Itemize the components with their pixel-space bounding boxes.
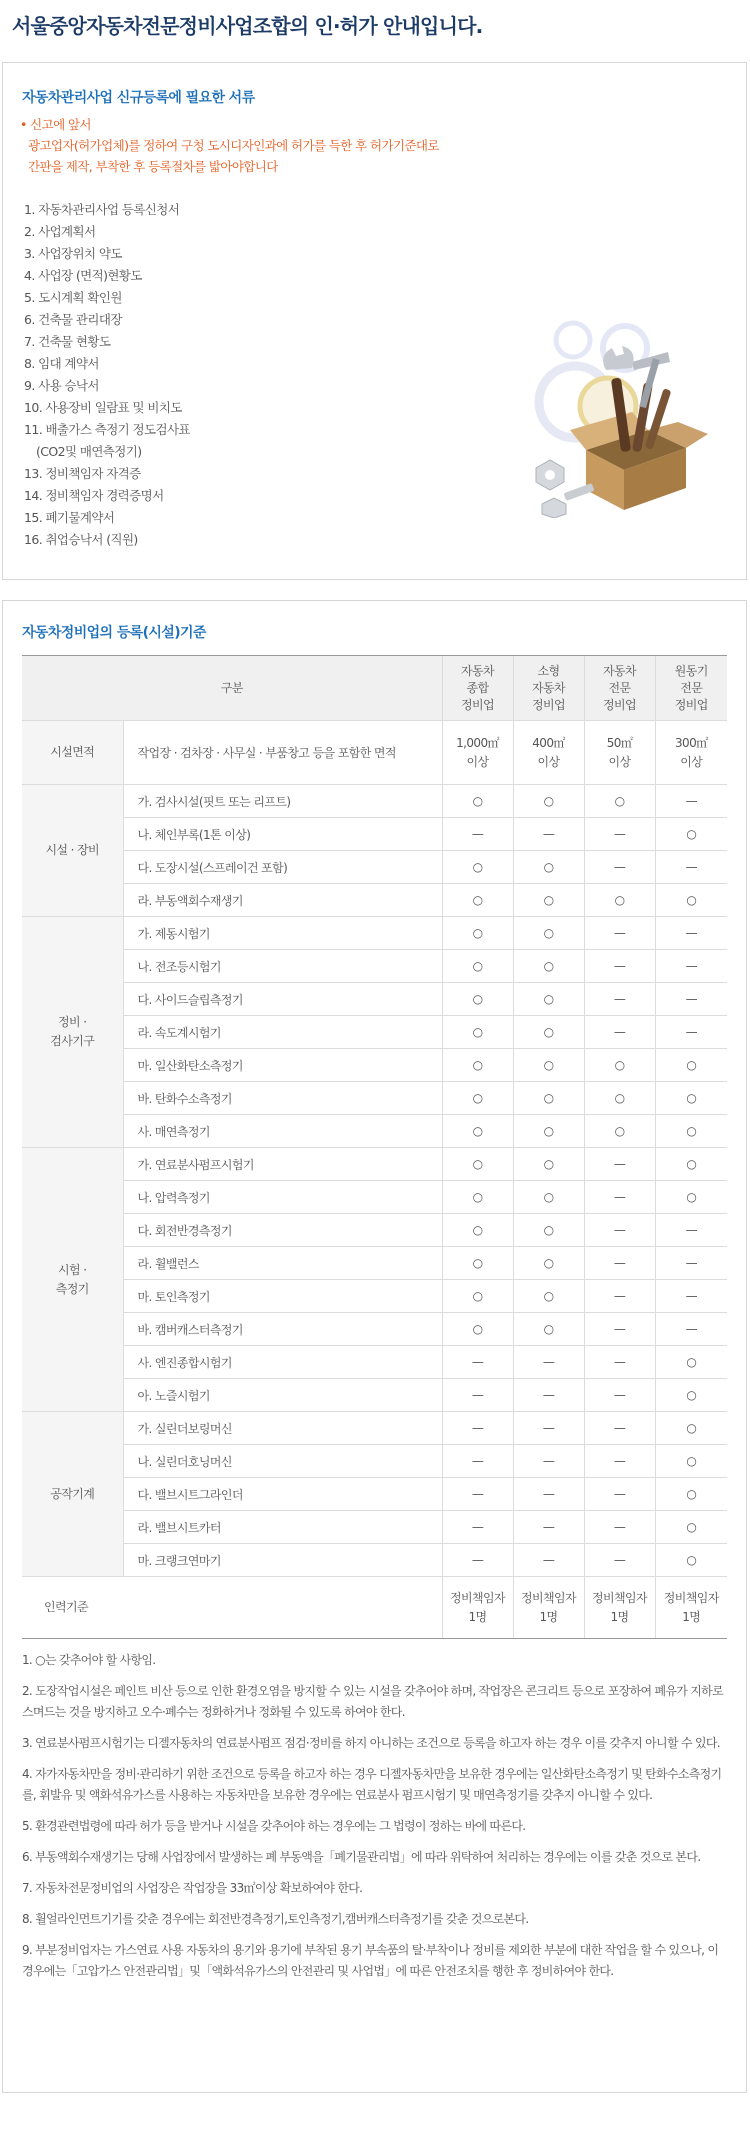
- note-item: 5. 환경관련법령에 따라 허가 등을 받거나 시설을 갖추어야 하는 경우에는 그 법령이 정하는 바에 따른다.: [22, 1819, 526, 1833]
- requirement-mark: ○: [655, 1082, 727, 1115]
- requirement-mark: —: [442, 1445, 513, 1478]
- requirement-mark: —: [442, 1478, 513, 1511]
- requirement-mark: ○: [584, 1049, 655, 1082]
- requirement-mark: ○: [655, 1148, 727, 1181]
- requirement-mark: ○: [513, 950, 584, 983]
- document-item: 6. 건축물 관리대장: [24, 312, 122, 327]
- notice-line: 간판을 제작, 부착한 후 등록절차를 밟아야합니다: [28, 159, 278, 174]
- requirement-mark: —: [584, 1148, 655, 1181]
- requirement-mark: ○: [513, 1082, 584, 1115]
- requirement-mark: ○: [442, 1049, 513, 1082]
- requirement-mark: ○: [442, 1016, 513, 1049]
- row-item: 나. 전조등시험기: [123, 950, 442, 983]
- requirement-mark: ○: [442, 917, 513, 950]
- table-row: [22, 1478, 727, 1511]
- requirement-mark: —: [584, 818, 655, 851]
- document-item: 9. 사용 승낙서: [24, 378, 99, 393]
- row-item: 나. 체인부록(1톤 이상): [123, 818, 442, 851]
- document-item: 3. 사업장위치 약도: [24, 246, 122, 261]
- requirement-mark: ○: [584, 1082, 655, 1115]
- requirement-mark: —: [655, 1280, 727, 1313]
- standards-table: [22, 655, 727, 1639]
- requirement-mark: ○: [442, 1280, 513, 1313]
- requirement-mark: —: [655, 950, 727, 983]
- requirement-mark: —: [513, 1511, 584, 1544]
- requirement-mark: —: [442, 1379, 513, 1412]
- requirement-mark: —: [442, 818, 513, 851]
- notice-line: 광고업자(허가업체)를 정하여 구청 도시디자인과에 허가를 득한 후 허가기준대로: [28, 138, 439, 153]
- row-item: 작업장 · 검차장 · 사무실 · 부품창고 등을 포함한 면적: [123, 721, 442, 785]
- requirement-mark: ○: [655, 884, 727, 917]
- requirement-mark: —: [584, 851, 655, 884]
- document-item: (CO2및 매연측정기): [36, 444, 142, 459]
- requirement-mark: —: [584, 983, 655, 1016]
- requirement-mark: —: [513, 1379, 584, 1412]
- row-item: 가. 검사시설(핏트 또는 리프트): [123, 785, 442, 818]
- notice-box: [20, 114, 439, 177]
- requirement-mark: —: [584, 1181, 655, 1214]
- requirement-mark: ○: [513, 1181, 584, 1214]
- table-row: [22, 950, 727, 983]
- row-category: 정비 · 검사기구: [22, 917, 123, 1148]
- row-item: 나. 실린더호닝머신: [123, 1445, 442, 1478]
- table-row: [22, 785, 727, 818]
- note-item: 7. 자동차전문정비업의 사업장은 작업장을 33㎡이상 확보하여야 한다.: [22, 1881, 363, 1895]
- requirement-mark: ○: [442, 1082, 513, 1115]
- toolbox-icon: [520, 318, 720, 518]
- requirement-mark: —: [655, 851, 727, 884]
- row-item: 다. 회전반경측정기: [123, 1214, 442, 1247]
- note-item: 2. 도장작업시설은 페인트 비산 등으로 인한 환경오염을 방지할 수 있는 시설을 갖추어야 하며, 작업장은 콘크리트 등으로 포장하여 폐유가 지하로 스며드는 것을 방지하고 오수·폐수는 정화하거나 정화될 수 있도록 하여야 한다.: [22, 1684, 723, 1719]
- requirement-mark: ○: [655, 1412, 727, 1445]
- requirement-mark: —: [655, 983, 727, 1016]
- requirement-mark: ○: [513, 1016, 584, 1049]
- requirement-mark: ○: [655, 1115, 727, 1148]
- note-item: 1. ○는 갖추어야 할 사항임.: [22, 1653, 156, 1667]
- requirement-mark: ○: [513, 851, 584, 884]
- document-item: 4. 사업장 (면적)현황도: [24, 268, 142, 283]
- requirement-mark: —: [655, 1016, 727, 1049]
- row-item: 라. 속도계시험기: [123, 1016, 442, 1049]
- table-row: [22, 721, 727, 785]
- requirement-mark: ○: [442, 1313, 513, 1346]
- requirement-mark: ○: [655, 1478, 727, 1511]
- row-item: 나. 압력측정기: [123, 1181, 442, 1214]
- notice-line: • 신고에 앞서: [20, 117, 91, 132]
- row-item: 바. 캠버캐스터측정기: [123, 1313, 442, 1346]
- area-value: 300㎡ 이상: [655, 721, 727, 785]
- requirement-mark: —: [442, 1544, 513, 1577]
- requirement-mark: ○: [584, 1115, 655, 1148]
- requirement-mark: —: [655, 785, 727, 818]
- row-category: 시험 · 측정기: [22, 1148, 123, 1412]
- note-item: 6. 부동액회수재생기는 당해 사업장에서 발생하는 폐 부동액을「폐기물관리법」에 따라 위탁하여 처리하는 경우에는 이를 갖춘 것으로 본다.: [22, 1850, 701, 1864]
- requirement-mark: —: [584, 1247, 655, 1280]
- requirement-mark: —: [584, 1313, 655, 1346]
- requirement-mark: ○: [442, 1148, 513, 1181]
- table-row: [22, 1511, 727, 1544]
- row-item: 사. 엔진종합시험기: [123, 1346, 442, 1379]
- row-category: 공작기계: [22, 1412, 123, 1577]
- header-column: 자동차 종합 정비업: [442, 656, 513, 721]
- requirement-mark: ○: [655, 1544, 727, 1577]
- document-item: 5. 도시계획 확인원: [24, 290, 122, 305]
- requirement-mark: ○: [513, 1049, 584, 1082]
- requirement-mark: —: [584, 1412, 655, 1445]
- requirement-mark: —: [584, 950, 655, 983]
- required-documents-title: 자동차관리사업 신규등록에 필요한 서류: [22, 90, 255, 106]
- requirement-mark: ○: [442, 884, 513, 917]
- row-item: 아. 노즐시험기: [123, 1379, 442, 1412]
- document-item: 2. 사업계획서: [24, 224, 96, 239]
- table-row: [22, 1544, 727, 1577]
- requirement-mark: ○: [442, 1247, 513, 1280]
- table-header-row: [22, 656, 727, 721]
- table-row: [22, 1148, 727, 1181]
- requirement-mark: ○: [513, 983, 584, 1016]
- row-item: 다. 도장시설(스프레이건 포함): [123, 851, 442, 884]
- requirement-mark: ○: [442, 950, 513, 983]
- document-item: 7. 건축물 현황도: [24, 334, 111, 349]
- area-value: 400㎡ 이상: [513, 721, 584, 785]
- requirement-mark: —: [584, 1544, 655, 1577]
- requirement-mark: —: [584, 1214, 655, 1247]
- registration-standards-title: 자동차정비업의 등록(시설)기준: [22, 625, 206, 641]
- requirement-mark: ○: [442, 851, 513, 884]
- staff-value: 정비책임자 1명: [513, 1577, 584, 1639]
- table-row: [22, 1445, 727, 1478]
- table-row: [22, 1115, 727, 1148]
- requirement-mark: ○: [442, 1181, 513, 1214]
- table-row: [22, 1313, 727, 1346]
- note-item: 8. 휠얼라인먼트기기를 갖춘 경우에는 회전반경측정기,토인측정기,캠버캐스터측정기를 갖춘 것으로본다.: [22, 1912, 529, 1926]
- document-item: 15. 폐기물계약서: [24, 510, 115, 525]
- document-item: 1. 자동차관리사업 등록신청서: [24, 202, 180, 217]
- requirement-mark: ○: [655, 1181, 727, 1214]
- requirement-mark: ○: [655, 1511, 727, 1544]
- requirement-mark: —: [513, 1478, 584, 1511]
- row-item: 다. 밸브시트그라인더: [123, 1478, 442, 1511]
- requirement-mark: —: [584, 1379, 655, 1412]
- requirement-mark: ○: [513, 884, 584, 917]
- requirement-mark: —: [584, 1478, 655, 1511]
- table-row: [22, 1346, 727, 1379]
- row-item: 마. 일산화탄소측정기: [123, 1049, 442, 1082]
- row-item: 라. 부동액회수재생기: [123, 884, 442, 917]
- requirement-mark: —: [584, 1346, 655, 1379]
- requirement-mark: —: [513, 818, 584, 851]
- requirement-mark: —: [442, 1412, 513, 1445]
- table-row: [22, 1214, 727, 1247]
- table-row: [22, 851, 727, 884]
- requirement-mark: —: [584, 1280, 655, 1313]
- requirement-mark: ○: [513, 1214, 584, 1247]
- requirement-mark: —: [584, 1511, 655, 1544]
- page-title: 서울중앙자동차전문정비사업조합의 인·허가 안내입니다.: [12, 14, 483, 38]
- requirement-mark: —: [584, 917, 655, 950]
- requirement-mark: —: [584, 1445, 655, 1478]
- requirement-mark: —: [655, 917, 727, 950]
- requirement-mark: ○: [513, 1247, 584, 1280]
- table-row: [22, 1082, 727, 1115]
- area-value: 1,000㎡ 이상: [442, 721, 513, 785]
- requirement-mark: ○: [442, 983, 513, 1016]
- note-item: 3. 연료분사펌프시험기는 디젤자동차의 연료분사펌프 점검·정비를 하지 아니하는 조건으로 등록을 하고자 하는 경우 이를 갖추지 아니할 수 있다.: [22, 1736, 720, 1750]
- document-item: 10. 사용장비 일람표 및 비치도: [24, 400, 182, 415]
- requirement-mark: ○: [655, 1346, 727, 1379]
- table-row: [22, 1049, 727, 1082]
- requirement-mark: ○: [584, 785, 655, 818]
- table-row: [22, 1016, 727, 1049]
- row-item: 마. 토인측정기: [123, 1280, 442, 1313]
- requirement-mark: —: [655, 1247, 727, 1280]
- row-item: 라. 밸브시트카터: [123, 1511, 442, 1544]
- row-category: 인력기준: [22, 1577, 442, 1639]
- requirement-mark: —: [655, 1313, 727, 1346]
- requirement-mark: —: [513, 1346, 584, 1379]
- row-item: 마. 크랭크연마기: [123, 1544, 442, 1577]
- requirement-mark: —: [442, 1346, 513, 1379]
- requirement-mark: ○: [442, 1115, 513, 1148]
- requirement-mark: ○: [513, 917, 584, 950]
- table-row: [22, 1577, 727, 1639]
- header-column: 자동차 전문 정비업: [584, 656, 655, 721]
- requirement-mark: ○: [513, 1148, 584, 1181]
- document-item: 13. 정비책임자 자격증: [24, 466, 141, 481]
- header-category: 구분: [22, 656, 442, 721]
- area-value: 50㎡ 이상: [584, 721, 655, 785]
- row-item: 사. 매연측정기: [123, 1115, 442, 1148]
- header-column: 소형 자동차 정비업: [513, 656, 584, 721]
- table-row: [22, 884, 727, 917]
- table-row: [22, 818, 727, 851]
- staff-value: 정비책임자 1명: [584, 1577, 655, 1639]
- requirement-mark: ○: [442, 1214, 513, 1247]
- staff-value: 정비책임자 1명: [655, 1577, 727, 1639]
- requirement-mark: ○: [442, 785, 513, 818]
- document-item: 16. 취업승낙서 (직원): [24, 532, 138, 547]
- requirement-mark: ○: [513, 1313, 584, 1346]
- row-item: 가. 제동시험기: [123, 917, 442, 950]
- table-row: [22, 1181, 727, 1214]
- table-row: [22, 1379, 727, 1412]
- document-item: 14. 정비책임자 경력증명서: [24, 488, 164, 503]
- notes-list: [22, 1650, 727, 1992]
- requirement-mark: —: [513, 1412, 584, 1445]
- note-item: 4. 자가자동차만을 정비·관리하기 위한 조건으로 등록을 하고자 하는 경우 디젤자동차만을 보유한 경우에는 일산화탄소측정기 및 탄화수소측정기를, 휘발유 및 액화석유가스를 사용하는 자동차만을 보유한 경우에는 연료분사 펌프시험기 및 매연측정기를 갖추지 아니할 수 있다.: [22, 1767, 722, 1802]
- requirement-mark: ○: [584, 884, 655, 917]
- requirement-mark: —: [655, 1214, 727, 1247]
- document-list: [24, 199, 190, 551]
- requirement-mark: ○: [655, 1379, 727, 1412]
- document-item: 8. 임대 계약서: [24, 356, 99, 371]
- row-item: 바. 탄화수소측정기: [123, 1082, 442, 1115]
- note-item: 9. 부분정비업자는 가스연료 사용 자동차의 용기와 용기에 부착된 용기 부속품의 탈·부착이나 정비를 제외한 부분에 대한 작업을 할 수 있으나, 이 경우에는「고압가스 안전관리법」및「액화석유가스의 안전관리 및 사업법」에 따른 안전조치를 행한 후 정비하여야 한다.: [22, 1943, 719, 1978]
- table-row: [22, 917, 727, 950]
- document-item: 11. 배출가스 측정기 정도검사표: [24, 422, 190, 437]
- requirement-mark: ○: [655, 1049, 727, 1082]
- row-item: 가. 실린더보링머신: [123, 1412, 442, 1445]
- requirement-mark: ○: [513, 785, 584, 818]
- requirement-mark: —: [513, 1445, 584, 1478]
- requirement-mark: —: [584, 1016, 655, 1049]
- table-row: [22, 1412, 727, 1445]
- header-column: 원동기 전문 정비업: [655, 656, 727, 721]
- row-item: 다. 사이드슬립측정기: [123, 983, 442, 1016]
- row-item: 라. 휠밸런스: [123, 1247, 442, 1280]
- table-row: [22, 1280, 727, 1313]
- requirement-mark: ○: [513, 1280, 584, 1313]
- table-row: [22, 1247, 727, 1280]
- row-category: 시설면적: [22, 721, 123, 785]
- tools-box-illustration: [520, 318, 720, 518]
- requirement-mark: ○: [513, 1115, 584, 1148]
- row-category: 시설 · 장비: [22, 785, 123, 917]
- table-row: [22, 983, 727, 1016]
- requirement-mark: ○: [655, 1445, 727, 1478]
- staff-value: 정비책임자 1명: [442, 1577, 513, 1639]
- requirement-mark: —: [513, 1544, 584, 1577]
- requirement-mark: —: [442, 1511, 513, 1544]
- row-item: 가. 연료분사펌프시험기: [123, 1148, 442, 1181]
- requirement-mark: ○: [655, 818, 727, 851]
